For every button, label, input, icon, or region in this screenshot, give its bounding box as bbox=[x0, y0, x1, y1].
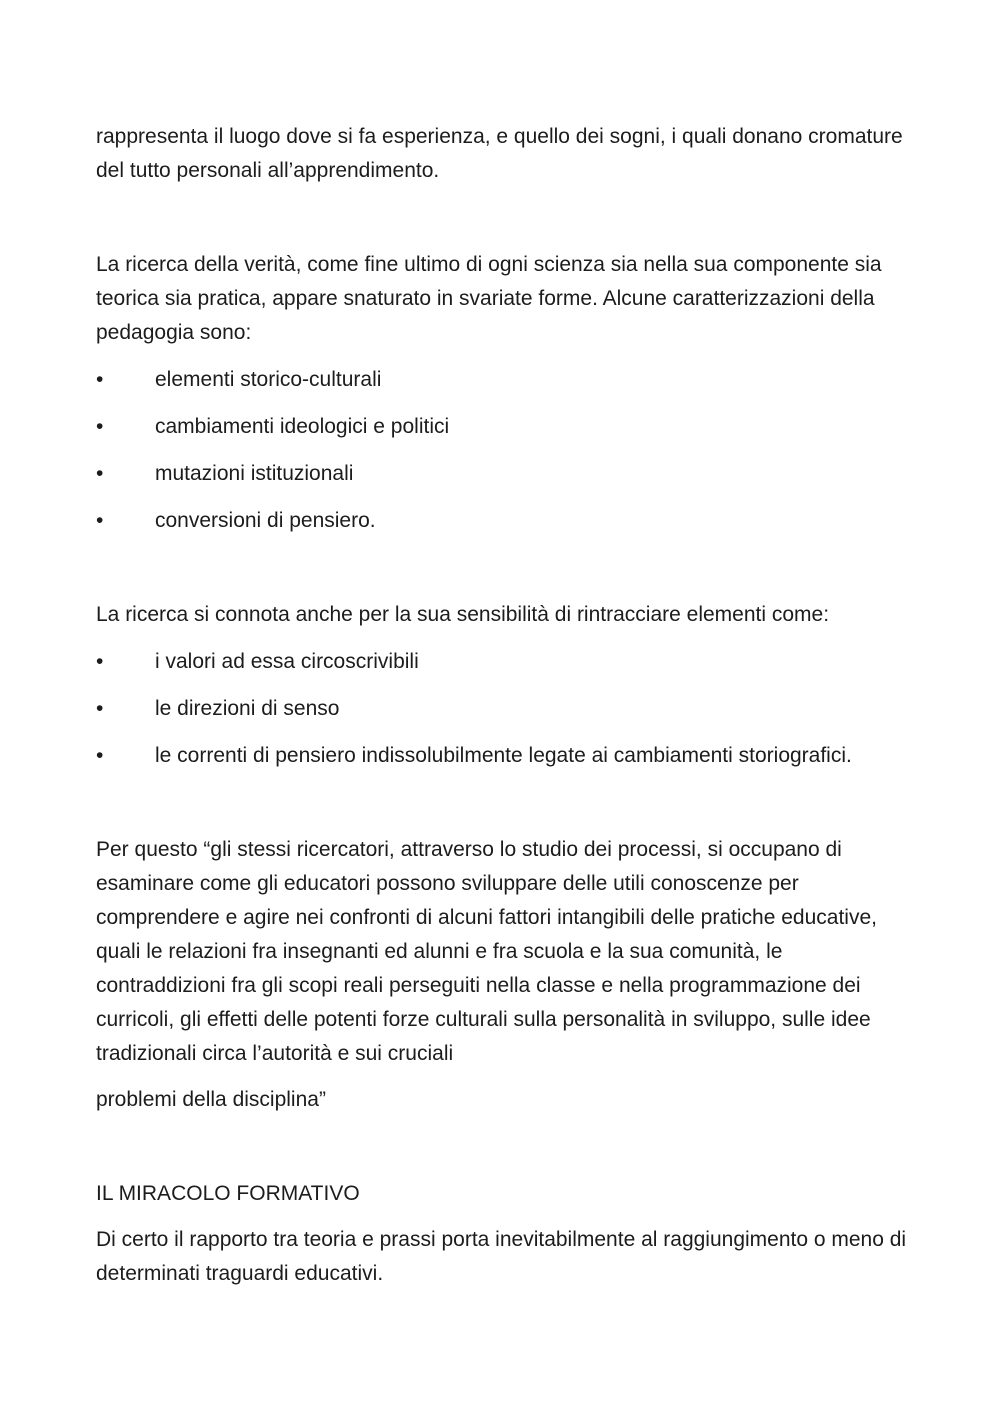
paragraph-final: Di certo il rapporto tra teoria e prassi porta inevitabilmente al raggiungimento o meno di determinati traguardi educativi. bbox=[96, 1228, 907, 1285]
bullet-icon: • bbox=[96, 368, 104, 391]
paragraph-citazione-end: problemi della disciplina” bbox=[96, 1088, 326, 1111]
bullet-icon: • bbox=[96, 650, 104, 673]
bullet-icon: • bbox=[96, 462, 104, 485]
paragraph-sensibilita: La ricerca si connota anche per la sua sensibilità di rintracciare elementi come: bbox=[96, 603, 830, 626]
bullet-icon: • bbox=[96, 509, 104, 532]
list-item bbox=[96, 645, 910, 679]
paragraph-intro: rappresenta il luogo dove si fa esperienza, e quello dei sogni, i quali donano cromature del tutto personali all’apprendimento. bbox=[96, 125, 903, 182]
bullet-icon: • bbox=[96, 744, 104, 767]
list-item bbox=[96, 410, 910, 444]
bullet-list-caratterizzazioni bbox=[96, 363, 910, 538]
list-item bbox=[96, 739, 910, 773]
list-item-text: le correnti di pensiero indissolubilmente legate ai cambiamenti storiografici. bbox=[155, 744, 852, 767]
list-item bbox=[96, 504, 910, 538]
paragraph-citazione: Per questo “gli stessi ricercatori, attraverso lo studio dei processi, si occupano di esaminare come gli educatori possono sviluppare delle utili conoscenze per comprendere e agire nei confronti di alcuni fattori intangibili delle pratiche educative, quali le relazioni fra insegnanti ed alunni e fra scuola e la sua comunità, le contraddizioni fra gli scopi reali perseguiti nella classe e nella programmazione dei curricoli, gli effetti delle potenti forze culturali sulla personalità in sviluppo, sulle idee tradizionali circa l’autorità e sui cruciali bbox=[96, 838, 877, 1065]
list-item-text: mutazioni istituzionali bbox=[155, 462, 354, 485]
paragraph-ricerca-verita: La ricerca della verità, come fine ultimo di ogni scienza sia nella sua componente sia teorica sia pratica, appare snaturato in svariate forme. Alcune caratterizzazioni della pedagogia sono: bbox=[96, 253, 882, 344]
list-item bbox=[96, 363, 910, 397]
section-heading: IL MIRACOLO FORMATIVO bbox=[96, 1182, 360, 1205]
list-item bbox=[96, 692, 910, 726]
list-item-text: cambiamenti ideologici e politici bbox=[155, 415, 450, 438]
list-item bbox=[96, 457, 910, 491]
list-item-text: elementi storico-culturali bbox=[155, 368, 382, 391]
bullet-icon: • bbox=[96, 697, 104, 720]
list-item-text: conversioni di pensiero. bbox=[155, 509, 376, 532]
bullet-list-elementi bbox=[96, 645, 910, 773]
bullet-icon: • bbox=[96, 415, 104, 438]
list-item-text: i valori ad essa circoscrivibili bbox=[155, 650, 419, 673]
list-item-text: le direzioni di senso bbox=[155, 697, 340, 720]
